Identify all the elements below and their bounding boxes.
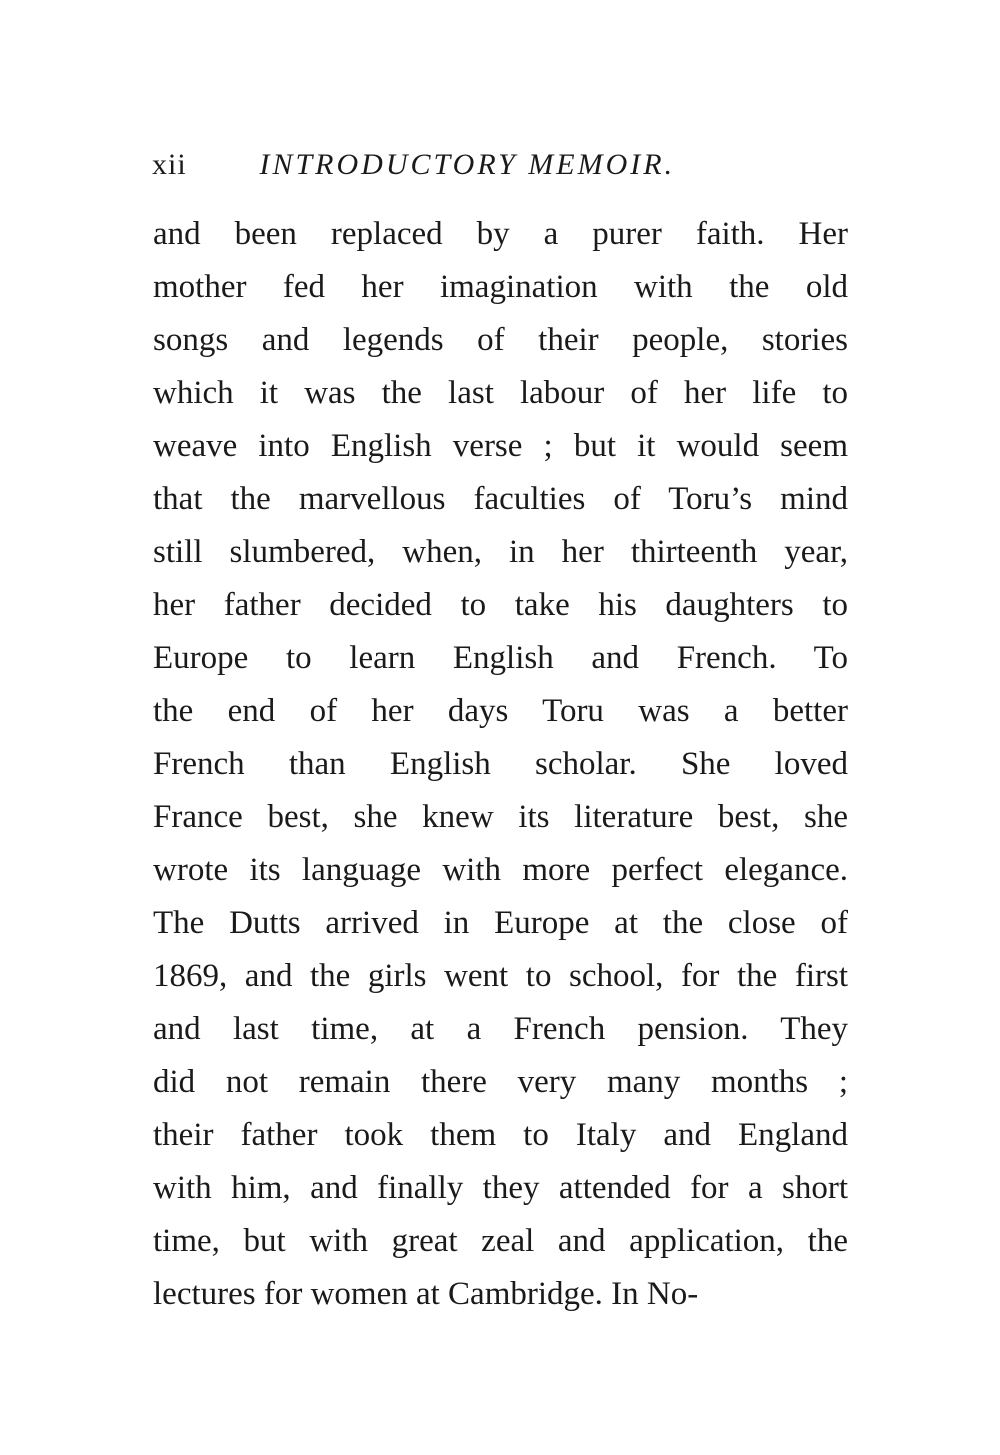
text-line: and been replaced by a purer faith. Her: [153, 216, 848, 252]
text-line: France best, she knew its literature best, she: [153, 799, 848, 835]
text-line: that the marvellous faculties of Toru’s mind: [153, 481, 848, 517]
text-line: The Dutts arrived in Europe at the close of: [153, 905, 848, 941]
text-line: her father decided to take his daughters to: [153, 587, 848, 623]
text-line: still slumbered, when, in her thirteenth year,: [153, 534, 848, 570]
text-line: Europe to learn English and French. To: [153, 640, 848, 676]
text-line: and last time, at a French pension. They: [153, 1011, 848, 1047]
text-line: weave into English verse ; but it would seem: [153, 428, 848, 464]
text-line: their father took them to Italy and England: [153, 1117, 848, 1153]
body-text: [153, 208, 848, 1321]
text-line: mother fed her imagination with the old: [153, 269, 848, 305]
text-line: the end of her days Toru was a better: [153, 693, 848, 729]
running-title: INTRODUCTORY MEMOIR.: [259, 148, 676, 181]
text-line: which it was the last labour of her life to: [153, 375, 848, 411]
text-line: with him, and finally they attended for a short: [153, 1170, 848, 1206]
text-line: wrote its language with more perfect elegance.: [153, 852, 848, 888]
page-number: xii: [152, 148, 187, 181]
text-line: lectures for women at Cambridge. In No-: [153, 1276, 699, 1312]
text-line: time, but with great zeal and application, the: [153, 1223, 848, 1259]
text-line: songs and legends of their people, stories: [153, 322, 848, 358]
text-line: French than English scholar. She loved: [153, 746, 848, 782]
running-head: [152, 140, 852, 190]
text-line: 1869, and the girls went to school, for the first: [153, 958, 848, 994]
text-line: did not remain there very many months ;: [153, 1064, 848, 1100]
